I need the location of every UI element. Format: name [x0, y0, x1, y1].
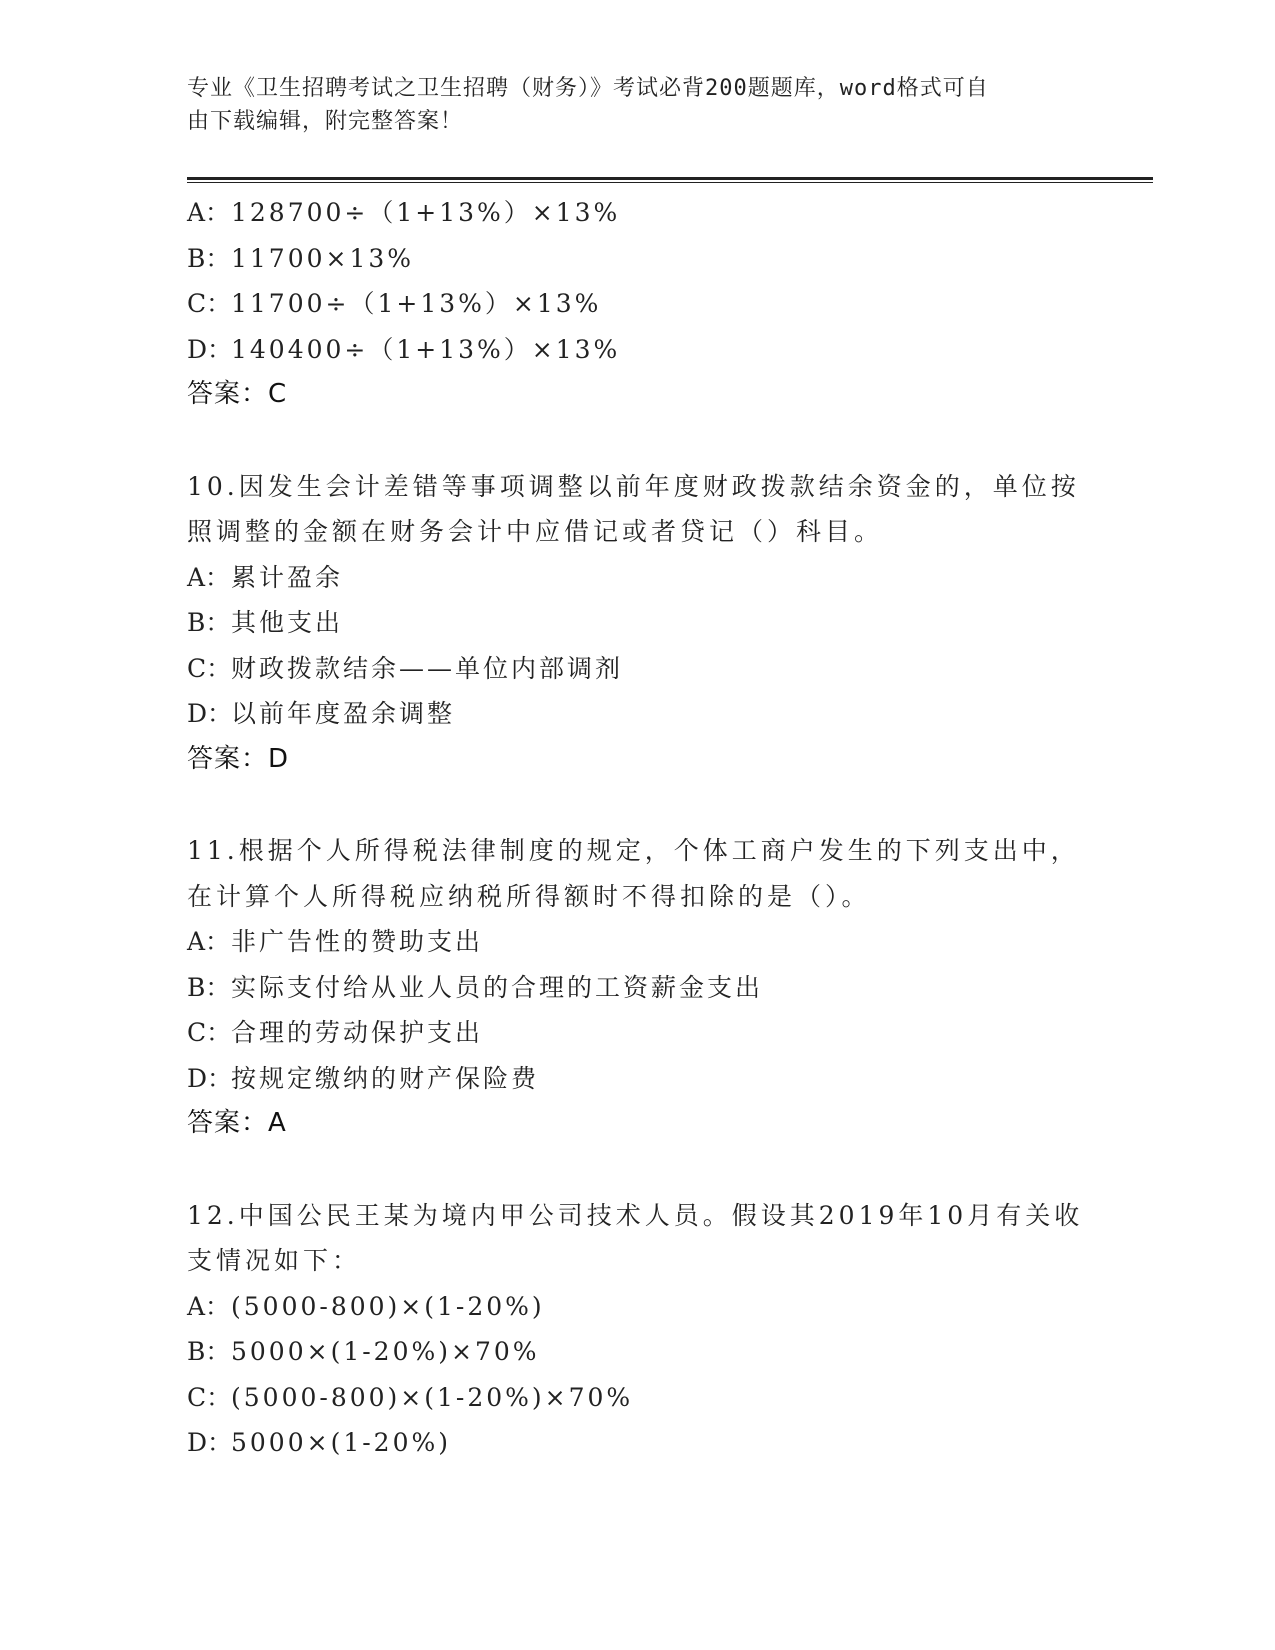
option-c: C：(5000-800)×(1-20%)×70%: [187, 1382, 634, 1412]
option-b: B：5000×(1-20%)×70%: [187, 1337, 540, 1366]
question-stem-line-2: 照调整的金额在财务会计中应借记或者贷记（）科目。: [187, 517, 884, 546]
option-c: C：11700÷（1+13%）×13%: [187, 289, 602, 318]
question-stem: [187, 828, 1087, 919]
question-9: [187, 190, 1087, 418]
question-stem: [187, 464, 1087, 555]
header-divider-thick: [187, 177, 1153, 180]
option-b: B：其他支出: [187, 608, 344, 637]
header-title-line-2: 由下载编辑，附完整答案！: [187, 109, 464, 134]
document-body: [187, 190, 1087, 1466]
answer-text: 答案：A: [187, 1108, 287, 1138]
option-c: C：合理的劳动保护支出: [187, 1018, 484, 1047]
answer-text: 答案：C: [187, 379, 288, 409]
option-d: D：以前年度盈余调整: [187, 699, 456, 728]
header-divider-thin: [187, 182, 1153, 183]
question-stem-line-1: 10.因发生会计差错等事项调整以前年度财政拨款结余资金的，单位按: [187, 471, 1080, 501]
answer-text: 答案：D: [187, 743, 290, 774]
question-stem-line-1: 12.中国公民王某为境内甲公司技术人员。假设其2019年10月有关收: [187, 1200, 1084, 1230]
option-a: A：(5000-800)×(1-20%): [187, 1291, 545, 1321]
question-11: [187, 828, 1087, 1147]
question-12: [187, 1193, 1087, 1466]
spacer: [187, 782, 1087, 828]
question-stem-line-1: 11.根据个人所得税法律制度的规定，个体工商户发生的下列支出中，: [187, 836, 1080, 865]
question-stem-line-2: 在计算个人所得税应纳税所得额时不得扣除的是（）。: [187, 881, 871, 911]
option-a: A：累计盈余: [187, 562, 344, 592]
header-title-line-1: 专业《卫生招聘考试之卫生招聘（财务）》考试必背200题题库，word格式可自: [187, 76, 989, 101]
option-b: B：11700×13%: [187, 243, 415, 273]
question-10: [187, 464, 1087, 783]
option-d: D：5000×(1-20%): [187, 1428, 451, 1457]
option-c: C：财政拨款结余——单位内部调剂: [187, 653, 624, 683]
question-stem: [187, 1193, 1087, 1284]
option-d: D：按规定缴纳的财产保险费: [187, 1063, 540, 1093]
spacer: [187, 1147, 1087, 1193]
option-a: A：128700÷（1+13%）×13%: [187, 198, 621, 227]
document-header: [187, 72, 1067, 138]
option-a: A：非广告性的赞助支出: [187, 927, 484, 956]
option-d: D：140400÷（1+13%）×13%: [187, 334, 621, 364]
spacer: [187, 418, 1087, 464]
question-stem-line-2: 支情况如下：: [187, 1246, 362, 1275]
option-b: B：实际支付给从业人员的合理的工资薪金支出: [187, 972, 764, 1002]
